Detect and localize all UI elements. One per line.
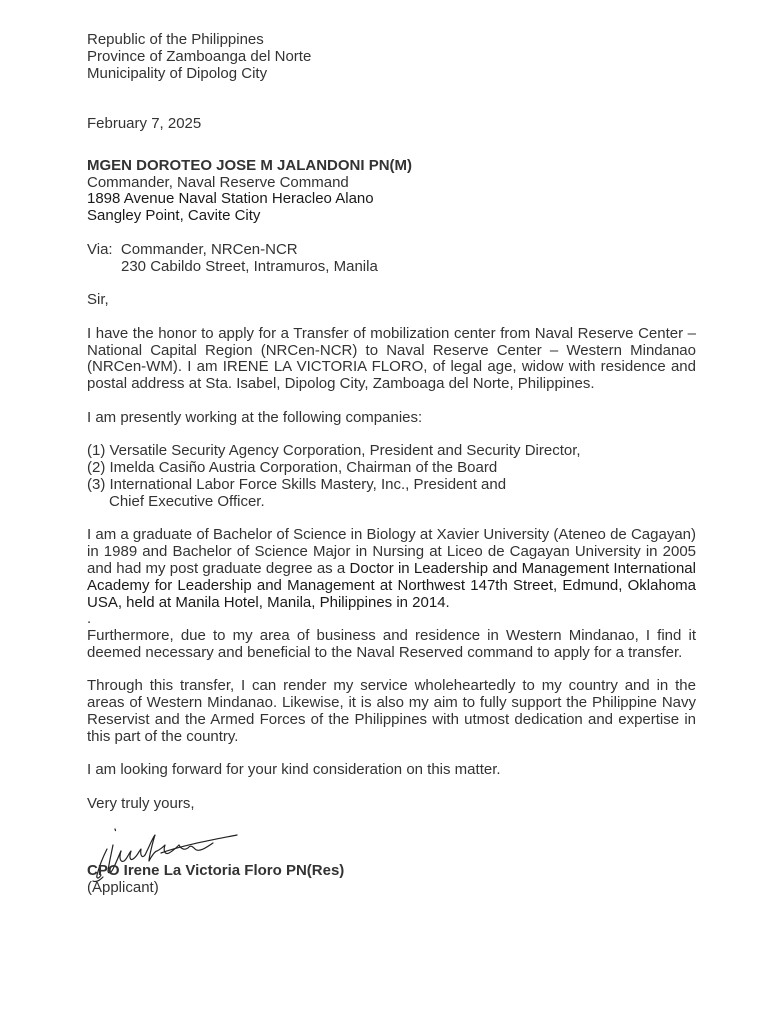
via-line-1 [87,242,696,259]
recipient-address-1: 1898 Avenue Naval Station Heracleo Alano [87,190,374,208]
recipient-address-2: Sangley Point, Cavite City [87,207,261,225]
closing: Very truly yours, [87,795,195,813]
header-line-province: Province of Zamboanga del Norte [87,47,312,65]
header-line-municipality: Municipality of Dipolog City [87,64,268,82]
list-item: (2) Imelda Casiño Austria Corporation, Chairman of the Board [87,459,498,477]
recipient-title: Commander, Naval Reserve Command [87,173,349,191]
body-paragraph-2: I am presently working at the following companies: [87,408,423,426]
company-list [87,443,696,510]
list-item: (3) International Labor Force Skills Mastery, Inc., President and [87,475,507,493]
doctorate-text: Doctor in Leadership and Management International Academy for Leadership and Management at Northwest 147th Street, Edmund, Oklahoma USA, held at Manila Hotel, Manila, Philippines in 2014. [87,559,696,611]
list-item-continuation: Chief Executive Officer. [109,492,265,510]
signatory-name: CPO Irene La Victoria Floro PN(Res) [87,861,345,879]
letter-date: February 7, 2025 [87,114,202,132]
letterhead [87,32,696,82]
signature-block [87,863,696,897]
via-recipient: Commander, NRCen-NCR [120,240,298,258]
header-line-republic: Republic of the Philippines [87,31,264,48]
letter-content [87,32,696,896]
body-paragraph-3 [87,527,696,611]
list-item: (1) Versatile Security Agency Corporation, President and Security Director, [87,442,581,460]
via-block [87,242,696,276]
via-label: Via: [87,240,113,258]
body-paragraph-4: Furthermore, due to my area of business and residence in Western Mindanao, I find it deemed necessary and beneficial to the Naval Reserved command to apply for a transfer. [87,627,696,661]
education-text: I am a graduate of Bachelor of Science in Biology at Xavier University (Ateneo de Cagayan) in 1989 and Bachelor of Science Major in Nursing at Liceo de Cagayan University in 2005 and had my post graduate degree as a [87,526,696,577]
stray-period: . [87,610,92,628]
body-paragraph-5: Through this transfer, I can render my service wholeheartedly to my country and in the areas of Western Mindanao. Likewise, it is also my aim to fully support the Philippine Navy Reservist and the Armed Forces of the Philippines with utmost dedication and expertise in this part of the country. [87,677,696,745]
signatory-role: (Applicant) [87,878,159,896]
via-line-2: 230 Cabildo Street, Intramuros, Manila [121,257,378,275]
salutation: Sir, [87,291,109,309]
recipient-block [87,158,696,225]
body-paragraph-6: I am looking forward for your kind consideration on this matter. [87,761,501,779]
body-paragraph-1: I have the honor to apply for a Transfer of mobilization center from Naval Reserve Center – National Capital Region (NRCen-NCR) to Naval Reserve Center – Western Mindanao (NRCen-WM). I am IRENE LA VICTORIA FLORO, of legal age, widow with residence and postal address at Sta. Isabel, Dipolog City, Zamboaga del Norte, Philippines. [87,324,696,393]
recipient-name: MGEN DOROTEO JOSE M JALANDONI PN(M) [87,156,413,174]
